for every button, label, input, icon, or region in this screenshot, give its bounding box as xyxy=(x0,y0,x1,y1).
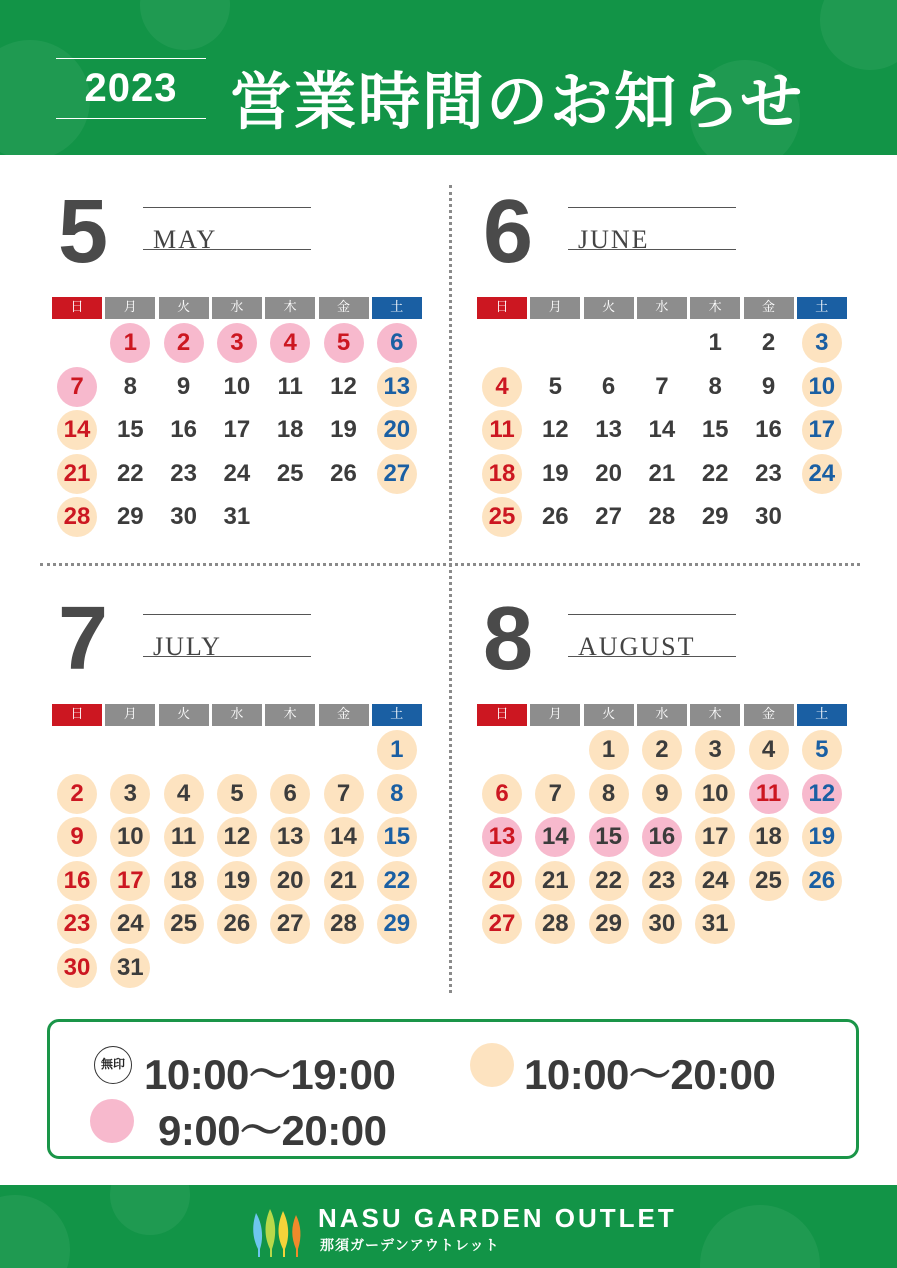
calendar-day: 5 xyxy=(217,774,257,814)
calendar-day: 18 xyxy=(276,416,304,444)
calendar-day: 7 xyxy=(535,774,575,814)
weekday-header: 木 xyxy=(265,704,315,726)
calendar-day: 13 xyxy=(482,817,522,857)
calendar-day: 1 xyxy=(110,323,150,363)
weekday-header: 土 xyxy=(372,704,422,726)
calendar-day: 30 xyxy=(755,503,782,531)
calendar-day: 22 xyxy=(589,861,629,901)
calendar-day: 12 xyxy=(330,372,357,400)
weekday-header: 月 xyxy=(105,704,155,726)
month-name-rule-top xyxy=(143,614,311,615)
calendar-day: 29 xyxy=(701,503,729,531)
calendar-day: 15 xyxy=(701,416,729,444)
calendar-day: 23 xyxy=(170,459,197,487)
weekday-header: 土 xyxy=(372,297,422,319)
calendar-day: 30 xyxy=(642,904,682,944)
calendar-day: 16 xyxy=(642,817,682,857)
legend-beige-hours: 10:00〜20:00 xyxy=(524,1051,776,1098)
calendar-day: 27 xyxy=(595,503,622,531)
weekday-header: 水 xyxy=(212,704,262,726)
calendar-day: 9 xyxy=(176,372,191,400)
month-number: 8 xyxy=(483,589,534,689)
calendar-day: 11 xyxy=(482,410,522,450)
calendar-day: 28 xyxy=(324,904,364,944)
calendar-day: 21 xyxy=(648,459,676,487)
weekday-header: 火 xyxy=(159,297,209,319)
weekday-header: 木 xyxy=(690,297,740,319)
vertical-divider xyxy=(449,185,452,993)
weekday-header: 火 xyxy=(584,297,634,319)
weekday-header: 土 xyxy=(797,297,847,319)
footer-banner xyxy=(0,1185,897,1268)
legend-beige-circle xyxy=(470,1043,514,1087)
weekday-header: 火 xyxy=(159,704,209,726)
calendar-day: 24 xyxy=(695,861,735,901)
calendar-day: 3 xyxy=(802,323,842,363)
calendar-day: 27 xyxy=(377,454,417,494)
calendar-day: 15 xyxy=(116,416,144,444)
calendar-day: 10 xyxy=(223,372,251,400)
calendar-day: 4 xyxy=(482,367,522,407)
calendar-day: 16 xyxy=(170,416,197,444)
calendar-day: 2 xyxy=(761,329,776,356)
calendar-day: 9 xyxy=(642,774,682,814)
calendar-day: 12 xyxy=(541,416,569,444)
weekday-header: 水 xyxy=(212,297,262,319)
month-number: 7 xyxy=(58,589,109,689)
month-name: AUGUST xyxy=(578,632,696,661)
month-name: JUNE xyxy=(578,225,650,254)
calendar-day: 7 xyxy=(655,372,669,400)
horizontal-divider xyxy=(40,563,860,566)
weekday-header: 日 xyxy=(52,704,102,726)
calendar-may xyxy=(50,182,445,555)
calendar-day: 13 xyxy=(595,416,622,444)
calendar-day: 20 xyxy=(595,459,622,487)
calendar-day: 30 xyxy=(57,948,97,988)
weekday-header: 水 xyxy=(637,704,687,726)
calendar-day: 3 xyxy=(217,323,257,363)
month-name-rule-top xyxy=(143,207,311,208)
weekday-header: 木 xyxy=(690,704,740,726)
calendar-day: 26 xyxy=(217,904,257,944)
calendar-day: 3 xyxy=(695,730,735,770)
calendar-day: 24 xyxy=(223,459,251,487)
year-rule-bottom xyxy=(56,118,206,119)
calendar-day: 4 xyxy=(270,323,310,363)
calendar-day: 12 xyxy=(802,774,842,814)
calendar-day: 6 xyxy=(270,774,310,814)
calendar-day: 25 xyxy=(749,861,789,901)
calendar-day: 8 xyxy=(708,372,722,400)
hours-legend xyxy=(47,1019,859,1159)
calendar-day: 9 xyxy=(761,372,776,400)
calendar-day: 20 xyxy=(377,410,417,450)
calendar-day: 4 xyxy=(164,774,204,814)
calendar-day: 10 xyxy=(695,774,735,814)
calendar-day: 26 xyxy=(541,503,569,531)
year-rule-top xyxy=(56,58,206,59)
weekday-header: 火 xyxy=(584,704,634,726)
weekday-header: 月 xyxy=(105,297,155,319)
calendar-day: 25 xyxy=(482,497,522,537)
calendar-day: 14 xyxy=(324,817,364,857)
calendar-day: 8 xyxy=(123,372,137,400)
decorative-circle xyxy=(110,1185,190,1235)
weekday-header: 日 xyxy=(477,704,527,726)
calendar-day: 17 xyxy=(223,416,251,444)
calendar-day: 18 xyxy=(164,861,204,901)
weekday-header: 月 xyxy=(530,297,580,319)
calendar-day: 18 xyxy=(482,454,522,494)
decorative-circle xyxy=(700,1205,820,1268)
calendar-day: 28 xyxy=(648,503,676,531)
calendar-day: 29 xyxy=(589,904,629,944)
calendar-day: 31 xyxy=(223,503,251,531)
calendar-day: 14 xyxy=(57,410,97,450)
calendar-day: 27 xyxy=(270,904,310,944)
calendar-day: 5 xyxy=(802,730,842,770)
calendar-day: 6 xyxy=(601,372,616,400)
month-name-rule-top xyxy=(568,207,736,208)
weekday-header: 金 xyxy=(744,297,794,319)
calendar-day: 12 xyxy=(217,817,257,857)
calendar-day: 15 xyxy=(589,817,629,857)
no-mark-badge: 無印 xyxy=(94,1046,132,1084)
calendar-day: 5 xyxy=(548,372,562,400)
calendar-day: 19 xyxy=(541,459,569,487)
calendar-day: 21 xyxy=(535,861,575,901)
calendar-day: 14 xyxy=(648,416,676,444)
calendar-day: 28 xyxy=(535,904,575,944)
calendar-day: 10 xyxy=(802,367,842,407)
calendar-day: 27 xyxy=(482,904,522,944)
calendar-day: 17 xyxy=(110,861,150,901)
calendar-june xyxy=(475,182,870,555)
page-title: 営業時間のお知らせ xyxy=(230,68,805,137)
calendar-day: 16 xyxy=(755,416,782,444)
month-name: MAY xyxy=(153,225,218,254)
calendar-day: 1 xyxy=(377,730,417,770)
calendar-day: 17 xyxy=(695,817,735,857)
calendar-day: 3 xyxy=(110,774,150,814)
weekday-header: 金 xyxy=(319,297,369,319)
calendar-day: 25 xyxy=(276,459,304,487)
decorative-circle xyxy=(0,1195,70,1268)
calendar-day: 6 xyxy=(482,774,522,814)
month-number: 5 xyxy=(58,182,109,282)
legend-no-mark-hours: 10:00〜19:00 xyxy=(144,1051,396,1098)
calendar-day: 11 xyxy=(277,372,303,400)
month-name-rule-top xyxy=(568,614,736,615)
calendar-day: 16 xyxy=(57,861,97,901)
brand-logo-icon xyxy=(250,1205,306,1257)
weekday-header: 月 xyxy=(530,704,580,726)
weekday-header: 日 xyxy=(477,297,527,319)
brand-name-jp: 那須ガーデンアウトレット xyxy=(320,1237,500,1253)
calendar-day: 22 xyxy=(377,861,417,901)
calendar-day: 21 xyxy=(57,454,97,494)
calendar-day: 29 xyxy=(377,904,417,944)
calendar-day: 24 xyxy=(802,454,842,494)
calendar-day: 23 xyxy=(57,904,97,944)
calendar-august xyxy=(475,589,870,962)
calendar-day: 1 xyxy=(708,329,722,356)
legend-pink-hours: 9:00〜20:00 xyxy=(158,1107,387,1154)
calendar-day: 20 xyxy=(270,861,310,901)
calendar-day: 10 xyxy=(110,817,150,857)
decorative-circle xyxy=(820,0,897,70)
calendar-day: 23 xyxy=(755,459,782,487)
calendar-day: 2 xyxy=(642,730,682,770)
weekday-header: 水 xyxy=(637,297,687,319)
calendar-day: 9 xyxy=(57,817,97,857)
calendar-day: 2 xyxy=(164,323,204,363)
calendar-day: 22 xyxy=(701,459,729,487)
calendar-day: 19 xyxy=(217,861,257,901)
calendar-day: 25 xyxy=(164,904,204,944)
calendar-day: 20 xyxy=(482,861,522,901)
brand-name: NASU GARDEN OUTLET xyxy=(318,1203,677,1233)
calendar-day: 19 xyxy=(802,817,842,857)
calendar-day: 18 xyxy=(749,817,789,857)
calendar-july xyxy=(50,589,445,981)
weekday-header: 木 xyxy=(265,297,315,319)
calendar-day: 22 xyxy=(116,459,144,487)
calendar-day: 31 xyxy=(110,948,150,988)
weekday-header: 土 xyxy=(797,704,847,726)
month-name: JULY xyxy=(153,632,222,661)
calendar-day: 8 xyxy=(377,774,417,814)
calendar-day: 2 xyxy=(57,774,97,814)
calendar-day: 24 xyxy=(110,904,150,944)
month-number: 6 xyxy=(483,182,534,282)
weekday-header: 日 xyxy=(52,297,102,319)
calendar-day: 23 xyxy=(642,861,682,901)
calendar-day: 11 xyxy=(164,817,204,857)
calendar-day: 4 xyxy=(749,730,789,770)
calendar-day: 5 xyxy=(324,323,364,363)
calendar-day: 26 xyxy=(802,861,842,901)
legend-pink-circle xyxy=(90,1099,134,1143)
calendar-day: 17 xyxy=(802,410,842,450)
calendar-day: 13 xyxy=(270,817,310,857)
calendar-day: 7 xyxy=(57,367,97,407)
calendar-day: 19 xyxy=(330,416,357,444)
calendar-day: 6 xyxy=(377,323,417,363)
calendar-day: 30 xyxy=(170,503,197,531)
calendar-day: 1 xyxy=(589,730,629,770)
calendar-day: 8 xyxy=(589,774,629,814)
weekday-header: 金 xyxy=(744,704,794,726)
calendar-day: 26 xyxy=(330,459,357,487)
calendar-day: 15 xyxy=(377,817,417,857)
calendar-day: 29 xyxy=(116,503,144,531)
weekday-header: 金 xyxy=(319,704,369,726)
decorative-circle xyxy=(140,0,230,50)
calendar-day: 28 xyxy=(57,497,97,537)
calendar-day: 13 xyxy=(377,367,417,407)
calendar-day: 14 xyxy=(535,817,575,857)
calendar-day: 21 xyxy=(324,861,364,901)
header-banner xyxy=(0,0,897,155)
calendar-day: 7 xyxy=(324,774,364,814)
year-label: 2023 xyxy=(84,66,178,110)
calendar-day: 31 xyxy=(695,904,735,944)
calendar-day: 11 xyxy=(749,774,789,814)
